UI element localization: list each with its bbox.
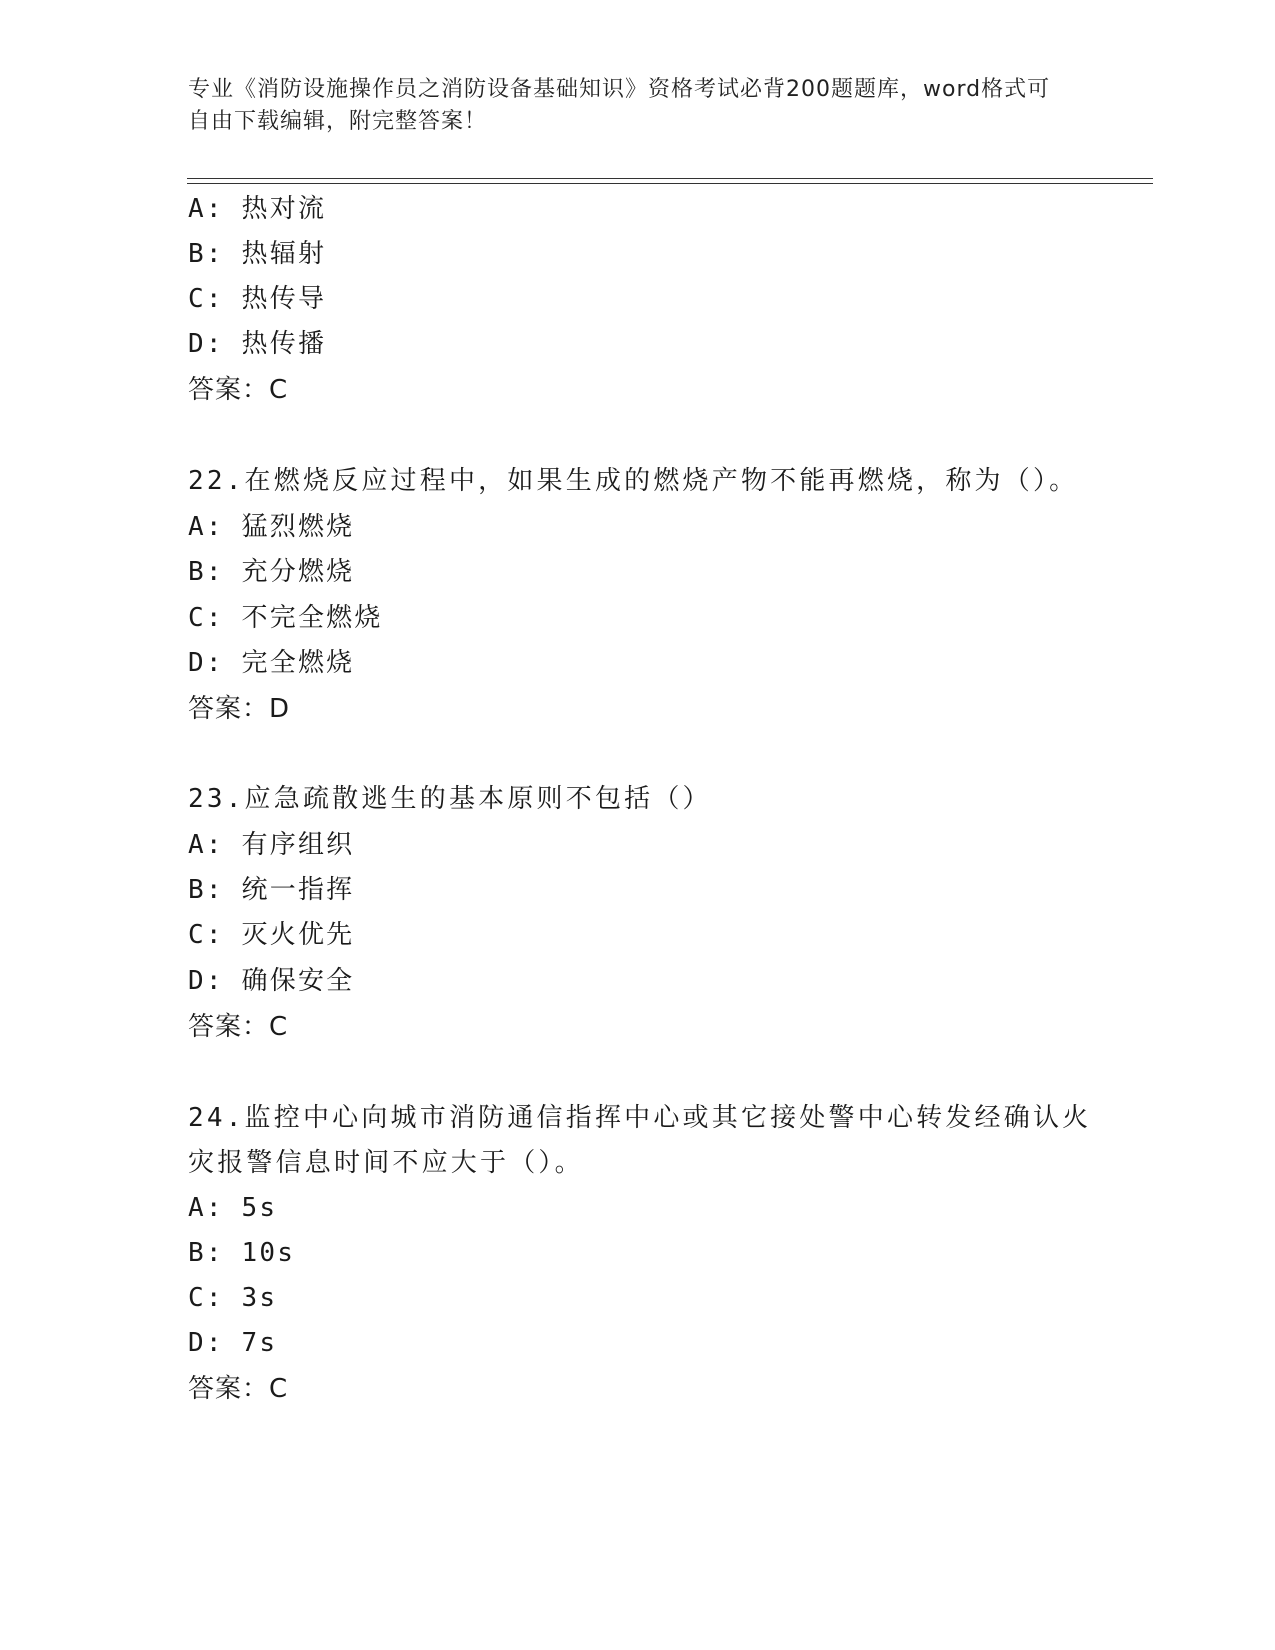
option-line: A: 5s (188, 1193, 278, 1223)
option-line: A: 猛烈燃烧 (188, 512, 355, 542)
option-line: A: 有序组织 (188, 830, 355, 860)
option-line: D: 热传播 (188, 329, 327, 359)
option-line: B: 统一指挥 (188, 875, 355, 905)
question-line: 24.监控中心向城市消防通信指挥中心或其它接处警中心转发经确认火 (188, 1103, 1092, 1133)
option-line: C: 灭火优先 (188, 920, 355, 950)
header-rule-bottom (187, 183, 1153, 184)
option-line: D: 7s (188, 1328, 278, 1358)
question-line: 23.应急疏散逃生的基本原则不包括（） (188, 784, 712, 814)
answer-line: 答案：C (188, 1012, 289, 1042)
answer-line: 答案：C (188, 375, 289, 405)
option-line: D: 确保安全 (188, 966, 355, 996)
option-line: B: 热辐射 (188, 239, 327, 269)
answer-line: 答案：D (188, 694, 291, 724)
option-line: C: 3s (188, 1283, 278, 1313)
header-rule-top (187, 178, 1153, 179)
option-line: A: 热对流 (188, 194, 327, 224)
document-header: 专业《消防设施操作员之消防设备基础知识》资格考试必背200题题库，word格式可自由下载编辑，附完整答案！ (188, 77, 1051, 134)
question-line: 灾报警信息时间不应大于（）。 (188, 1148, 584, 1178)
option-line: C: 不完全燃烧 (188, 603, 383, 633)
question-line: 22.在燃烧反应过程中，如果生成的燃烧产物不能再燃烧，称为（）。 (188, 466, 1079, 496)
answer-line: 答案：C (188, 1374, 289, 1404)
option-line: D: 完全燃烧 (188, 648, 355, 678)
option-line: C: 热传导 (188, 284, 327, 314)
option-line: B: 10s (188, 1238, 296, 1268)
option-line: B: 充分燃烧 (188, 557, 355, 587)
